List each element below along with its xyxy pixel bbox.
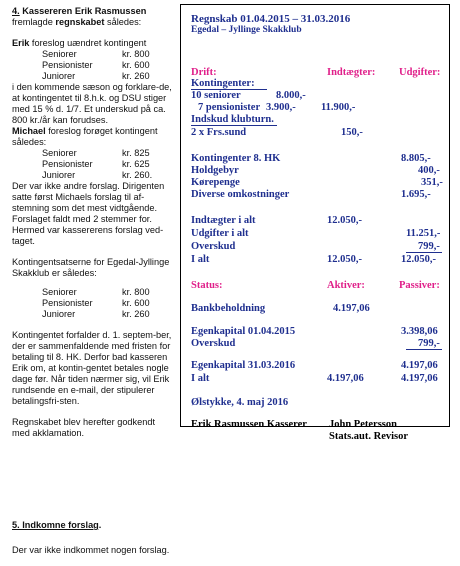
egenkapital-2015-value: 3.398,06 xyxy=(401,326,438,337)
accounts-subtitle: Egedal – Jyllinge Skakklub xyxy=(191,25,302,35)
udgifter-header: Udgifter: xyxy=(399,67,441,78)
bank-label: Bankbeholdning xyxy=(191,303,266,314)
paragraph-4: Der var ikke andre forslag. Dirigenten satte først Michaels forslag til af-stemning som det mest vidtgående. Forslaget faldt med 2 stemmer for. Hermed var kassererens forslag ved-taget. xyxy=(12,181,165,246)
frssund-label: 2 x Frs.sund xyxy=(191,127,247,138)
paragraph-5: Kontingentsatserne for Egedal-Jyllinge Skakklub er således: xyxy=(12,257,170,278)
holdgebyr-label: Holdgebyr xyxy=(191,165,239,176)
erik-proposal: Erik foreslog uændret kontingent xyxy=(12,38,147,48)
section5-title: 5. Indkomne forslag xyxy=(12,520,99,530)
ialt-value-1: 12.050,- xyxy=(327,254,362,265)
overskud2-label: Overskud xyxy=(191,338,236,349)
date-line: Ølstykke, 4. maj 2016 xyxy=(191,397,289,408)
ialt-value-2: 12.050,- xyxy=(401,254,436,265)
diverse-label: Diverse omkostninger xyxy=(191,189,290,200)
udgifter-ialt-label: Udgifter i alt xyxy=(191,228,249,239)
korepenge-label: Kørepenge xyxy=(191,177,240,188)
aktiver-header: Aktiver: xyxy=(327,280,365,291)
section5: 5. Indkomne forslag. Der var ikke indkommet nogen forslag. xyxy=(12,520,170,555)
overskud-value: 799,- xyxy=(418,241,440,252)
paragraph-6: Kontingentet forfalder d. 1. septem-ber, der er sammenfaldende med fristen for betaling til 8. HK. Derfor bad kasseren Erik om, at kontin-gentet betales nogle dage før. Når tiden nærmer sig, vil Erik rundsende en e-mail, der stipulerer betalingsfri-sten. xyxy=(12,330,172,406)
michael-proposal: Michael foreslog forøget kontingent således: xyxy=(12,126,158,147)
signature-revisor-title: Stats.aut. Revisor xyxy=(329,431,409,442)
holdgebyr-value: 400,- xyxy=(418,165,440,176)
minutes-text xyxy=(12,6,172,449)
indtaegter-header: Indtægter: xyxy=(327,67,376,78)
indskud-label: Indskud klubturn. xyxy=(191,114,274,125)
pensionister-label: 7 pensionister xyxy=(198,102,261,113)
overskud-label: Overskud xyxy=(191,241,236,252)
accounts-box xyxy=(180,4,450,442)
egenkapital-2015-label: Egenkapital 01.04.2015 xyxy=(191,326,296,337)
ialt2-value-1: 4.197,06 xyxy=(327,373,364,384)
passiver-header: Passiver: xyxy=(399,280,440,291)
udgifter-ialt-value: 11.251,- xyxy=(406,228,441,239)
ialt2-label: I alt xyxy=(191,373,210,384)
ialt-label: I alt xyxy=(191,254,210,265)
section5-text: Der var ikke indkommet nogen forslag. xyxy=(12,545,170,555)
accounts-title: Regnskab 01.04.2015 – 31.03.2016 xyxy=(191,13,351,25)
kontingent-sum: 11.900,- xyxy=(321,102,356,113)
fee-table-3: Seniorer kr. 800 Pensionister kr. 600 Juniorer kr. 260 xyxy=(42,287,150,319)
kont8-value: 8.805,- xyxy=(401,153,431,164)
egenkapital-2016-value: 4.197,06 xyxy=(401,360,438,371)
frssund-value: 150,- xyxy=(341,127,363,138)
section4-heading: 4. Kassereren Erik Rasmussen fremlagde regnskabet således: xyxy=(12,6,147,27)
signature-revisor-name: John Petersson xyxy=(329,419,397,430)
indtaegter-ialt-value: 12.050,- xyxy=(327,215,362,226)
indtaegter-ialt-label: Indtægter i alt xyxy=(191,215,256,226)
bank-value: 4.197,06 xyxy=(333,303,370,314)
seniorer-label: 10 seniorer xyxy=(191,90,241,101)
egenkapital-2016-label: Egenkapital 31.03.2016 xyxy=(191,360,296,371)
paragraph-2: i den kommende sæson og forklare-de, at kontingentet til 8.h.k. og DSU stiger med 15 % d. 1/7. Et underskud på ca. 800 kr./år kan forudses. xyxy=(12,82,172,125)
ialt2-value-2: 4.197,06 xyxy=(401,373,438,384)
paragraph-7: Regnskabet blev herefter godkendt med akklamation. xyxy=(12,417,156,438)
seniorer-value: 8.000,- xyxy=(276,90,306,101)
fee-table-2: Seniorer kr. 825 Pensionister kr. 625 Juniorer kr. 260. xyxy=(42,148,153,180)
korepenge-value: 351,- xyxy=(421,177,443,188)
status-header: Status: xyxy=(191,280,223,291)
drift-header: Drift: xyxy=(191,67,217,78)
diverse-value: 1.695,- xyxy=(401,189,431,200)
pensionister-value: 3.900,- xyxy=(266,102,296,113)
signature-kasserer: Erik Rasmussen Kasserer xyxy=(191,419,307,430)
kont8-label: Kontingenter 8. HK xyxy=(191,153,281,164)
kontingenter-label: Kontingenter: xyxy=(191,78,255,89)
overskud2-value: 799,- xyxy=(418,338,440,349)
fee-table-1: Seniorer kr. 800 Pensionister kr. 600 Juniorer kr. 260 xyxy=(42,49,150,81)
